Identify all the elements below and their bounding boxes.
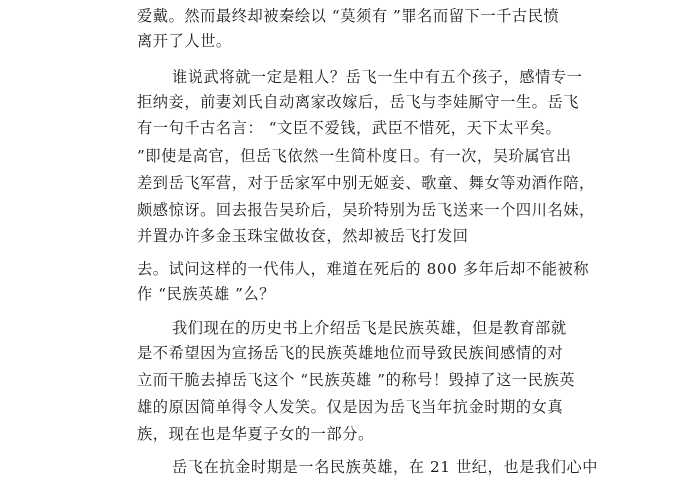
text-line: 有一句千古名言： “文臣不爱钱，武臣不惜死，天下太平矣。 (137, 119, 562, 137)
text-line: 去。试问这样的一代伟人，难道在死后的 800 多年后却不能被称 (137, 260, 590, 278)
text-line: 雄的原因简单得令人发笑。仅是因为岳飞当年抗金时期的女真 (137, 398, 564, 416)
text-line: 立而干脆去掉岳飞这个 “民族英雄 ”的称号！毁掉了这一民族英 (137, 371, 576, 389)
text-line: 谁说武将就一定是粗人？岳飞一生中有五个孩子，感情专一 (172, 68, 583, 86)
text-line: 是不希望因为宣扬岳飞的民族英雄地位而导致民族间感情的对 (137, 344, 564, 362)
text-line: 族，现在也是华夏子女的一部分。 (137, 425, 374, 443)
text-line: 爱戴。然而最终却被秦绘以 “莫须有 ”罪名而留下一千古民愤 (137, 7, 560, 25)
text-line: 离开了人世。 (137, 32, 232, 50)
text-line: 拒纳妾，前妻刘氏自动离家改嫁后，岳飞与李娃厮守一生。岳飞 (137, 93, 580, 111)
text-line: 作 “民族英雄 ”么？ (137, 285, 276, 303)
text-line: 颇感惊讶。回去报告吴玠后，吴玠特别为岳飞送来一个四川名妹， (137, 201, 595, 219)
text-line: ”即使是高官，但岳飞依然一生简朴度日。有一次，吴玠属官出 (137, 147, 572, 165)
text-line: 差到岳飞军营，对于岳家军中别无姬妾、歌童、舞女等劝酒作陪， (137, 174, 595, 192)
text-line: 并置办许多金玉珠宝做妆奁，然却被岳飞打发回 (137, 227, 469, 245)
text-line: 岳飞在抗金时期是一名民族英雄，在 21 世纪，也是我们心中 (172, 458, 599, 476)
text-line: 我们现在的历史书上介绍岳飞是民族英雄，但是教育部就 (172, 319, 567, 337)
